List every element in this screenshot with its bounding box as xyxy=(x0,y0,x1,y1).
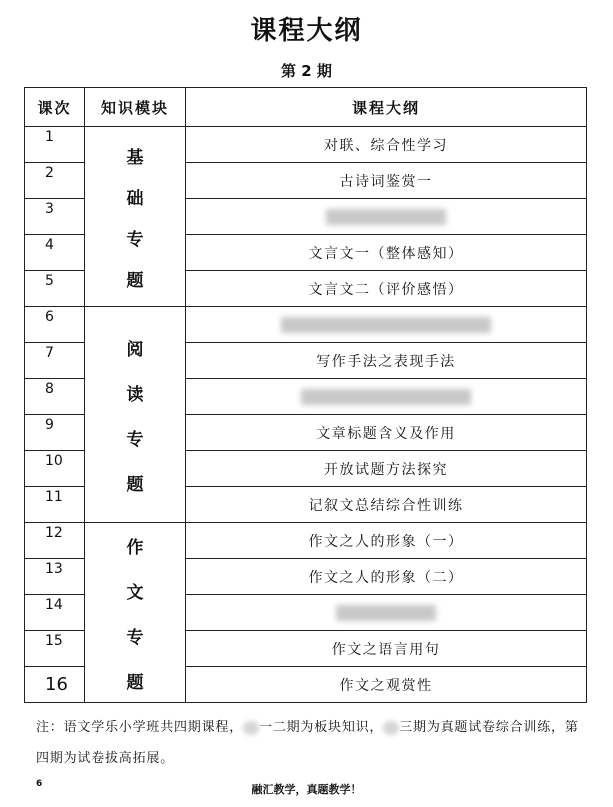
note-text-3: 三期为真题试卷综合训练，第四期为试卷拔高拓展。 xyxy=(36,720,579,766)
redaction-blur xyxy=(301,389,471,405)
lesson-content: 文言文一（整体感知） xyxy=(186,235,587,271)
lesson-number: 10 xyxy=(25,451,85,487)
lesson-number: 13 xyxy=(25,559,85,595)
issue-subtitle: 第 2 期 xyxy=(281,62,332,80)
note-text-1: 注：语文学乐小学班共四期课程， xyxy=(36,720,244,735)
module-char: 专 xyxy=(126,627,144,648)
redaction-blur xyxy=(326,209,446,225)
lesson-number: 7 xyxy=(25,343,85,379)
lesson-content-redacted xyxy=(186,379,587,415)
lesson-number: 16 xyxy=(25,667,85,703)
lesson-content-redacted xyxy=(186,595,587,631)
lesson-number: 5 xyxy=(25,271,85,307)
lesson-content: 古诗词鉴赏一 xyxy=(186,163,587,199)
header-lesson: 课次 xyxy=(25,88,85,127)
lesson-content: 作文之人的形象（二） xyxy=(186,559,587,595)
lesson-content: 文章标题含义及作用 xyxy=(186,415,587,451)
module-char: 基 xyxy=(126,147,144,168)
note-text-2: 一二期为板块知识， xyxy=(259,720,384,735)
module-char: 阅 xyxy=(126,339,144,360)
lesson-content-redacted xyxy=(186,307,587,343)
module-char: 题 xyxy=(126,270,144,291)
lesson-number: 2 xyxy=(25,163,85,199)
table-row xyxy=(25,523,587,559)
lesson-content: 对联、综合性学习 xyxy=(186,127,587,163)
lesson-content: 开放试题方法探究 xyxy=(186,451,587,487)
lesson-number: 12 xyxy=(25,523,85,559)
redaction-blur xyxy=(243,721,259,735)
module-char: 专 xyxy=(126,429,144,450)
page-number: 6 xyxy=(36,779,43,789)
syllabus-table xyxy=(24,87,587,703)
module-char: 题 xyxy=(126,672,144,693)
lesson-number: 8 xyxy=(25,379,85,415)
lesson-number: 1 xyxy=(25,127,85,163)
header-module: 知识模块 xyxy=(85,88,186,127)
table-row xyxy=(25,127,587,163)
module-char: 础 xyxy=(126,188,144,209)
table-header-row xyxy=(25,88,587,127)
lesson-content-redacted xyxy=(186,199,587,235)
page-title: 课程大纲 xyxy=(250,16,363,46)
lesson-content: 作文之人的形象（一） xyxy=(186,523,587,559)
lesson-number: 4 xyxy=(25,235,85,271)
module-char: 题 xyxy=(126,474,144,495)
lesson-content: 文言文二（评价感悟） xyxy=(186,271,587,307)
lesson-number: 11 xyxy=(25,487,85,523)
lesson-content: 作文之观赏性 xyxy=(186,667,587,703)
lesson-number: 15 xyxy=(25,631,85,667)
lesson-content: 作文之语言用句 xyxy=(186,631,587,667)
lesson-number: 6 xyxy=(25,307,85,343)
course-note xyxy=(36,712,581,774)
footer-slogan: 融汇教学，真题教学！ xyxy=(251,783,362,796)
redaction-blur xyxy=(383,721,399,735)
module-char: 文 xyxy=(126,582,144,603)
lesson-number: 14 xyxy=(25,595,85,631)
module-char: 作 xyxy=(126,537,144,558)
lesson-content: 记叙文总结综合性训练 xyxy=(186,487,587,523)
module-reading xyxy=(85,307,186,523)
module-char: 读 xyxy=(126,384,144,405)
table-row xyxy=(25,307,587,343)
module-basics xyxy=(85,127,186,307)
module-char: 专 xyxy=(126,229,144,250)
lesson-number: 9 xyxy=(25,415,85,451)
redaction-blur xyxy=(281,317,491,333)
header-outline: 课程大纲 xyxy=(186,88,587,127)
lesson-content: 写作手法之表现手法 xyxy=(186,343,587,379)
module-writing xyxy=(85,523,186,703)
redaction-blur xyxy=(336,605,436,621)
lesson-number: 3 xyxy=(25,199,85,235)
